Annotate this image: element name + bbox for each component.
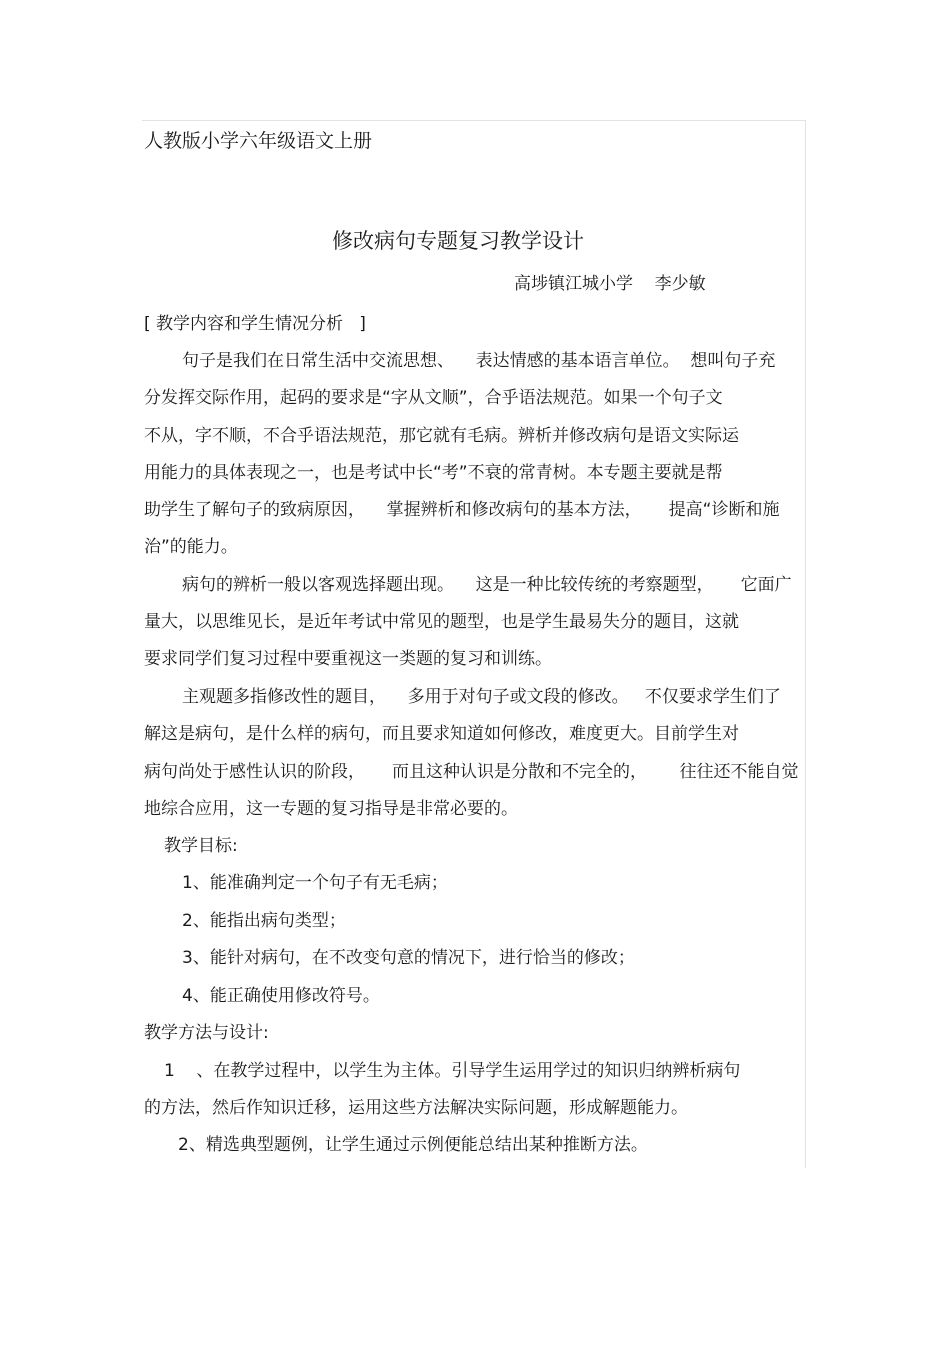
page-frame <box>142 120 806 1168</box>
paragraph-line: 量大，以思维见长，是近年考试中常见的题型，也是学生最易失分的题目，这就 <box>144 612 739 632</box>
paragraph-line: 病句尚处于感性认识的阶段， 而且这种认识是分散和不完全的， 往往还不能自觉 <box>144 762 799 782</box>
paragraph-line: 主观题多指修改性的题目， 多用于对句子或文段的修改。 不仅要求学生们了 <box>182 687 781 707</box>
author-byline: 高埗镇江城小学 李少敏 <box>514 274 706 294</box>
methods-heading: 教学方法与设计: <box>144 1023 269 1043</box>
goal-item: 4、能正确使用修改符号。 <box>182 986 380 1006</box>
section-heading-analysis: [ 教学内容和学生情况分析 ] <box>144 314 366 334</box>
goal-item: 2、能指出病句类型； <box>182 911 346 931</box>
paragraph-line: 句子是我们在日常生活中交流思想、 表达情感的基本语言单位。 想叫句子充 <box>182 351 776 371</box>
goals-heading: 教学目标: <box>164 836 238 856</box>
paragraph-line: 用能力的具体表现之一，也是考试中长“考”不衰的常青树。本专题主要就是帮 <box>144 463 723 483</box>
method-item-continuation: 的方法，然后作知识迁移，运用这些方法解决实际问题，形成解题能力。 <box>144 1098 688 1118</box>
goal-item: 1、能准确判定一个句子有无毛病； <box>182 873 448 893</box>
paragraph-line: 病句的辨析一般以客观选择题出现。 这是一种比较传统的考察题型， 它面广 <box>182 575 792 595</box>
paragraph-line: 治”的能力。 <box>144 537 238 557</box>
method-item: 2、精选典型题例，让学生通过示例便能总结出某种推断方法。 <box>178 1135 648 1155</box>
document-header: 人教版小学六年级语文上册 <box>144 130 373 152</box>
paragraph-line: 解这是病句，是什么样的病句，而且要求知道如何修改，难度更大。目前学生对 <box>144 724 739 744</box>
paragraph-line: 地综合应用，这一专题的复习指导是非常必要的。 <box>144 799 518 819</box>
document-title: 修改病句专题复习教学设计 <box>332 229 584 253</box>
paragraph-line: 助学生了解句子的致病原因， 掌握辨析和修改病句的基本方法， 提高“诊断和施 <box>144 500 780 520</box>
paragraph-line: 分发挥交际作用，起码的要求是“字从文顺”，合乎语法规范。如果一个句子文 <box>144 388 723 408</box>
method-item: 1 、在教学过程中，以学生为主体。引导学生运用学过的知识归纳辨析病句 <box>164 1061 741 1081</box>
paragraph-line: 要求同学们复习过程中要重视这一类题的复习和训练。 <box>144 649 552 669</box>
goal-item: 3、能针对病句，在不改变句意的情况下，进行恰当的修改； <box>182 948 635 968</box>
paragraph-line: 不从，字不顺，不合乎语法规范，那它就有毛病。辨析并修改病句是语文实际运 <box>144 426 739 446</box>
